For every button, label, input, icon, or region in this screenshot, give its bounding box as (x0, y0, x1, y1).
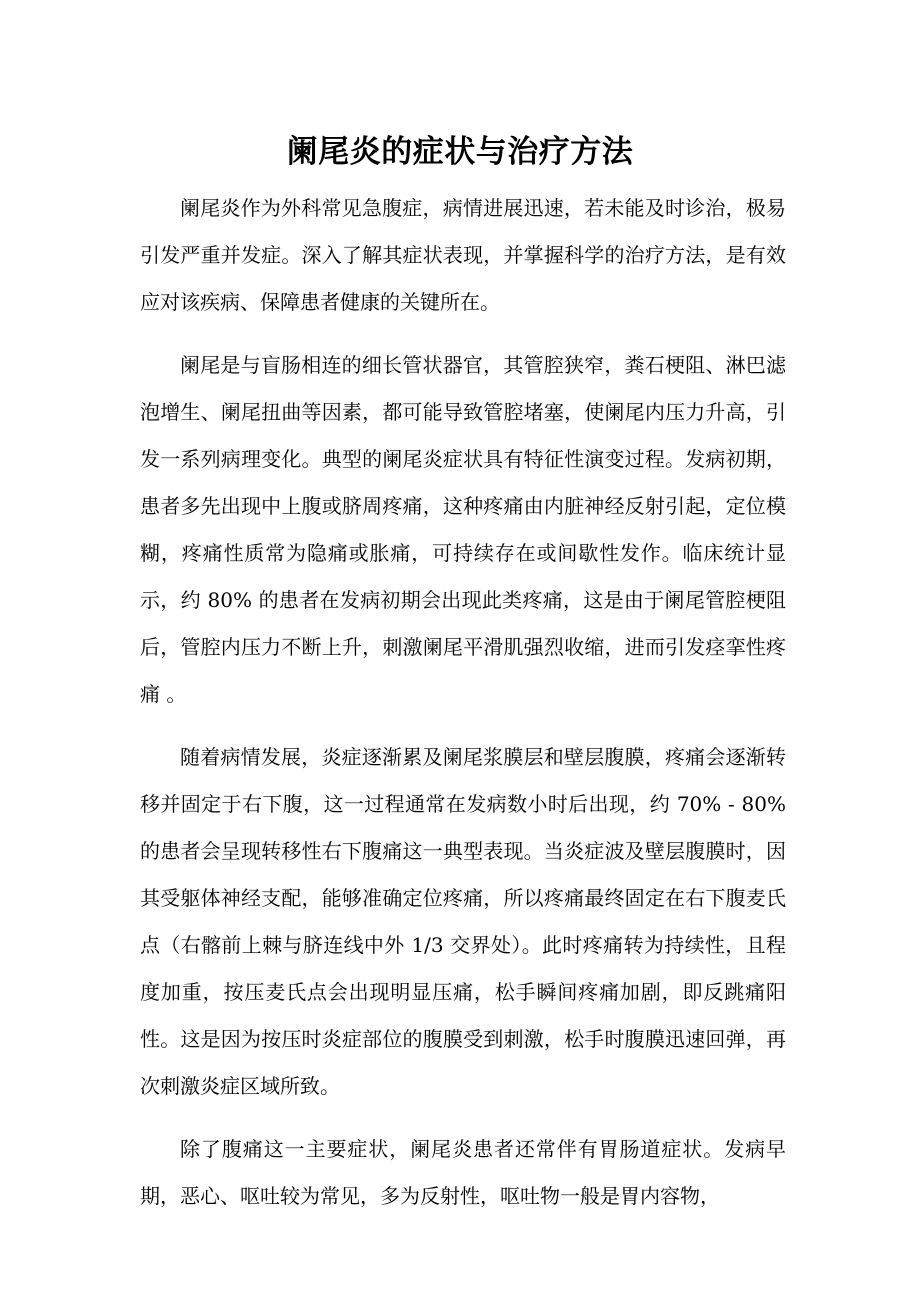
document-body (140, 185, 786, 1236)
paragraph-early-symptoms: 阑尾是与盲肠相连的细长管状器官，其管腔狭窄，粪石梗阻、淋巴滤泡增生、阑尾扭曲等因素，都可能导致管腔堵塞，使阑尾内压力升高，引发一系列病理变化。典型的阑尾炎症状具有特征性演变过程。发病初期，患者多先出现中上腹或脐周疼痛，这种疼痛由内脏神经反射引起，定位模糊，疼痛性质常为隐痛或胀痛，可持续存在或间歇性发作。临床统计显示，约 80% 的患者在发病初期会出现此类疼痛，这是由于阑尾管腔梗阻后，管腔内压力不断上升，刺激阑尾平滑肌强烈收缩，进而引发痉挛性疼痛 。 (140, 353, 786, 706)
paragraph-migratory-pain: 随着病情发展，炎症逐渐累及阑尾浆膜层和壁层腹膜，疼痛会逐渐转移并固定于右下腹，这一过程通常在发病数小时后出现，约 70% - 80% 的患者会呈现转移性右下腹痛这一典型表现。当炎症波及壁层腹膜时，因其受躯体神经支配，能够准确定位疼痛，所以疼痛最终固定在右下腹麦氏点（右髂前上棘与脐连线中外 1/3 交界处）。此时疼痛转为持续性，且程度加重，按压麦氏点会出现明显压痛，松手瞬间疼痛加剧，即反跳痛阳性。这是因为按压时炎症部位的腹膜受到刺激，松手时腹膜迅速回弹，再次刺激炎症区域所致。 (140, 745, 786, 1098)
document-title: 阑尾炎的症状与治疗方法 (286, 134, 634, 170)
paragraph-gi-symptoms: 除了腹痛这一主要症状，阑尾炎患者还常伴有胃肠道症状。发病早期，恶心、呕吐较为常见，多为反射性，呕吐物一般是胃内容物， (140, 1137, 786, 1208)
paragraph-intro: 阑尾炎作为外科常见急腹症，病情进展迅速，若未能及时诊治，极易引发严重并发症。深入了解其症状表现，并掌握科学的治疗方法，是有效应对该疾病、保障患者健康的关键所在。 (140, 196, 786, 314)
